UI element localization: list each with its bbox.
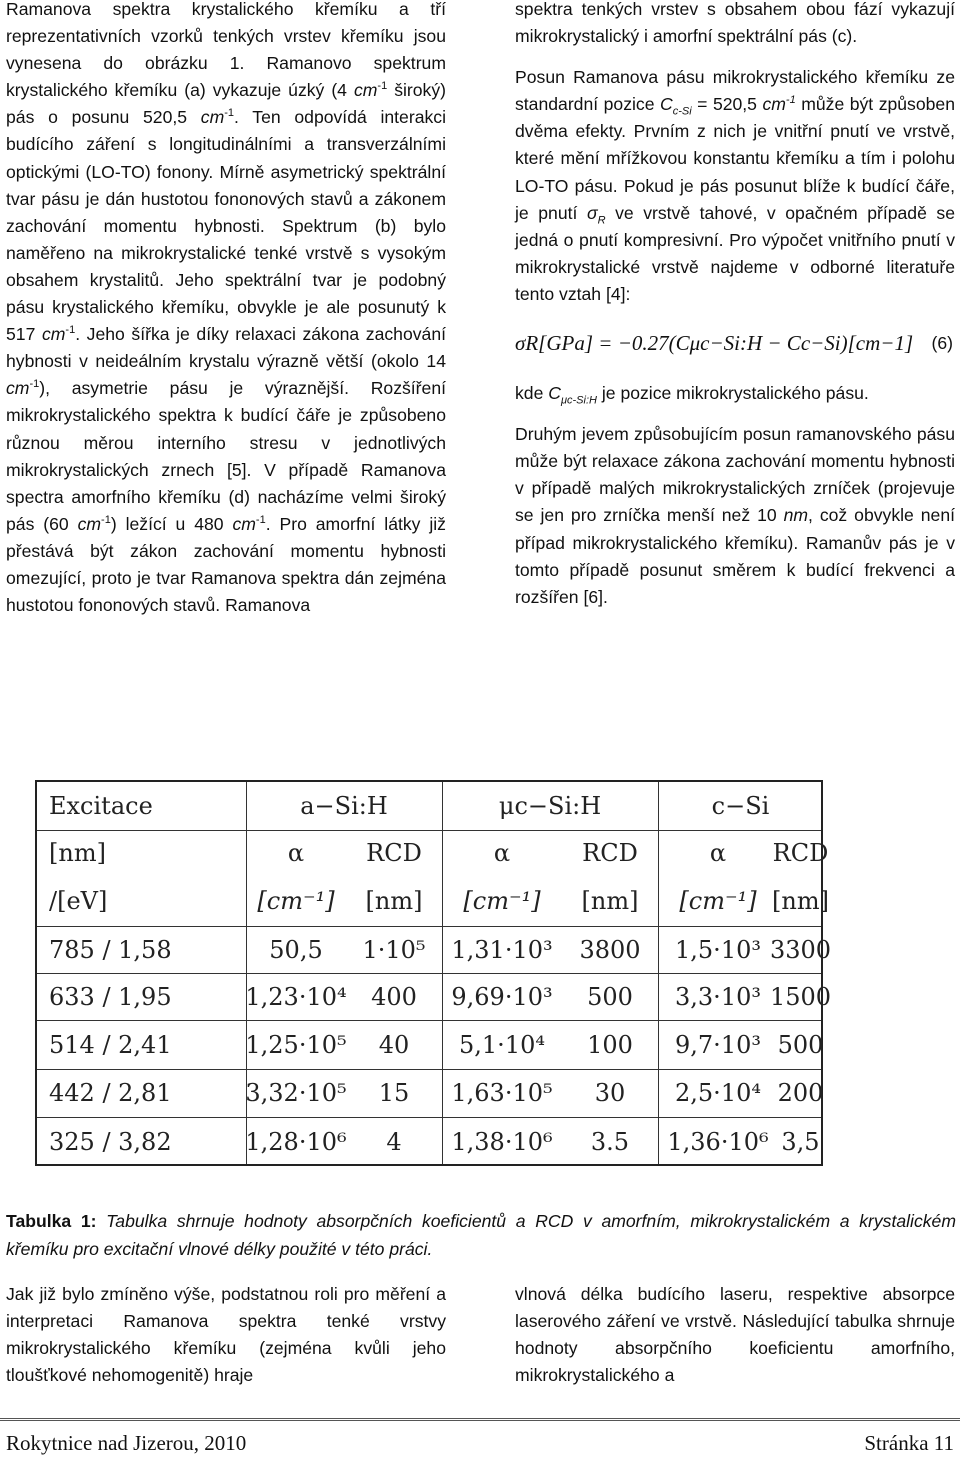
table-cell: 1·10⁵ [362,935,426,964]
table-cell: 1,25·10⁵ [245,1030,347,1059]
header-a-si: a−Si:H [300,792,388,820]
table-cell: 9,7·10³ [675,1030,761,1059]
table-rule [37,973,821,974]
paragraph-second-effect: Druhým jevem způsobujícím posun ramanovského pásu může být relaxace zákona zachování momentu hybnosti v případě malých mikrokrystalických zrníček (projevuje se jen pro zrníčka menší než 10 nm, což obvykle není případ mikrokrystalického křemíku). Ramanův pás je v tomto případě posunut směrem k budící frekvenci a rozšířen [6]. [515,424,955,607]
right-column [515,0,955,611]
table-cell: 4 [386,1127,402,1156]
table-cell: 3,32·10⁵ [245,1079,347,1107]
table-cell: 100 [587,1030,633,1059]
table-cell: 9,69·10³ [451,982,553,1011]
table-cell: 15 [378,1079,410,1107]
table-column-rule [442,782,443,1164]
table-column-rule [246,782,247,1164]
table-cell: 1,36·10⁶ [667,1127,769,1156]
subheader-cell: [nm] [49,838,106,867]
left-column [6,0,446,619]
table-cell: 3300 [769,935,832,964]
table-column-rule [658,782,659,1164]
subheader-cell: RCD [366,838,422,867]
table-cell: 514 / 2,41 [49,1030,172,1059]
paragraph-wavelength-continued: vlnová délka budícího laseru, respektive absorpce laserového záření ve vrstvě. Následující tabulka shrnuje hodnoty absorpčního koeficientu amorfního, mikrokrystalického a [515,1284,955,1386]
table-cell: 1,38·10⁶ [451,1127,553,1156]
header-c-si: c−Si [711,792,770,820]
footer-page-number: Stránka 11 [864,1431,954,1455]
table-cell: 3,5 [781,1127,820,1156]
table-cell: 1,28·10⁶ [245,1127,347,1156]
table-cell: 400 [371,982,417,1011]
table-cell: 1,5·10³ [675,935,761,964]
table-cell: 1,63·10⁵ [451,1079,553,1107]
table-cell: 785 / 1,58 [49,935,172,964]
unit-cell: /[eV] [49,886,108,915]
table-cell: 442 / 2,81 [49,1079,172,1107]
paragraph-equation-note: kde $C_{\mu c-Si:H}$ je pozice mikrokrystalického pásu. [515,383,869,407]
footer-location: Rokytnice nad Jizerou, 2010 [6,1431,247,1455]
table-cell: 1,31·10³ [451,935,553,964]
bottom-right-column [515,1281,955,1389]
equation-body: σR[GPa] = −0.27(Cμc−Si:H − Cc−Si)[cm−1] [515,331,914,356]
table-rule [37,1117,821,1118]
unit-cell: [nm] [772,886,829,915]
table-cell: 3800 [579,935,641,964]
table-cell: 500 [587,982,633,1011]
paragraph-phases: spektra tenkých vrstev s obsahem obou fází vykazují mikrokrystalický i amorfní spektrální pás (c). [515,0,955,47]
unit-cell: [nm] [365,886,423,915]
table-cell: 2,5·10⁴ [675,1079,761,1107]
table-cell: 1500 [769,982,832,1011]
subheader-cell: α [287,838,305,867]
table-rule [37,1069,821,1070]
table-cell: 3.5 [590,1127,630,1156]
subheader-cell: α [709,838,727,867]
header-uc-si: μc−Si:H [498,792,602,820]
table-rule [37,926,821,927]
subheader-cell: RCD [582,838,638,867]
subheader-cell: RCD [772,838,829,867]
table-cell: 50,5 [269,935,323,964]
table-cell: 5,1·10⁴ [459,1030,545,1059]
table-cell: 500 [777,1030,824,1059]
unit-cell: [cm⁻¹] [679,886,757,915]
table-cell: 325 / 3,82 [49,1127,172,1156]
table-cell: 200 [777,1079,824,1107]
table-rule [37,830,821,831]
equation-number: (6) [931,333,953,354]
absorption-table [35,780,832,1166]
table-caption [6,1208,956,1263]
table-rule [37,1020,821,1021]
header-excitace: Excitace [49,792,153,820]
table-cell: 40 [378,1030,410,1059]
bottom-left-column [6,1281,446,1389]
page-footer [0,1418,960,1459]
subheader-cell: α [493,838,511,867]
paragraph-band-shift: Posun Ramanova pásu mikrokrystalického křemíku ze standardní pozice $C_{c-Si} = 520,5$ $cm^{-1}$ může být způsoben dvěma efekty. Prvním z nich je vnitřní pnutí ve vrstvě, které mění mřížkovou konstantu křemíku a tím i polohu LO-TO pásu. Pokud je pás posunut blíže k budící čáře, je pnutí $\sigma_R$ ve vrstvě tahové, v opačném případě se jedná o pnutí kompresivní. Pro výpočet vnitřního pnutí v mikrokrystalické vrstvě najdeme v odborné literatuře tento vztah [4]: [515,67,956,304]
paragraph-raman-spectra: Ramanova spektra krystalického křemíku a tří reprezentativních vzorků tenkých vrstev křemíku jsou vynesena do obrázku 1. Ramanovo spektrum krystalického křemíku (a) vykazuje úzký (4 $cm^{-1}$ široký) pás o posunu 520,5 $cm^{-1}$. Ten odpovídá interakci budícího záření s longitudinálními a transverzálními optickými (LO-TO) fonony. Mírně asymetrický spektrální tvar pásu je dán hustotou fononových stavů a zákonem zachování momentu hybnosti. Spektrum (b) bylo naměřeno na mikrokrystalické tenké vrstvě s vysokým obsahem krystalitů. Jeho spektrální tvar je podobný pásu krystalického křemíku, obvykle je ale posunutý k 517 $cm^{-1}$. Jeho šířka je díky relaxaci zákona zachování hybnosti v neideálním krystalu výrazně větší (okolo 14 $cm^{-1}$), asymetrie pásu je výraznější. Rozšíření mikrokrystalického spektra k budící čáře je způsobeno různou měrou interního stresu v jednotlivých mikrokrystalických zrnech [5]. V případě Ramanova spectra amorfního křemíku (d) nacházíme velmi široký pás (60 $cm^{-1}$) ležící u 480 $cm^{-1}$. Pro amorfní látky již přestává být zákon zachování momentu hybnosti omezující, proto je tvar Ramanova spektra dán zejména hustotou fononových stavů. Ramanova [6,0,446,616]
table-cell: 30 [594,1079,626,1107]
caption-label: Tabulka 1: [6,1211,97,1231]
unit-cell: [cm⁻¹] [257,886,335,915]
table-cell: 1,23·10⁴ [245,982,347,1011]
caption-text: Tabulka shrnuje hodnoty absorpčních koeficientů a RCD v amorfním, mikrokrystalickém a krystalickém křemíku pro excitační vlnové délky použité v této práci. [6,1211,956,1259]
table-cell: 3,3·10³ [675,982,761,1011]
unit-cell: [cm⁻¹] [463,886,541,915]
table-cell: 633 / 1,95 [49,982,172,1011]
stress-equation [515,330,955,360]
unit-cell: [nm] [581,886,639,915]
paragraph-wavelength-role: Jak již bylo zmíněno výše, podstatnou roli pro měření a interpretaci Ramanova spektra tenké vrstvy mikrokrystalického křemíku (zejména kvůli jeho tloušťkové nehomogenitě) hraje [6,1284,446,1386]
